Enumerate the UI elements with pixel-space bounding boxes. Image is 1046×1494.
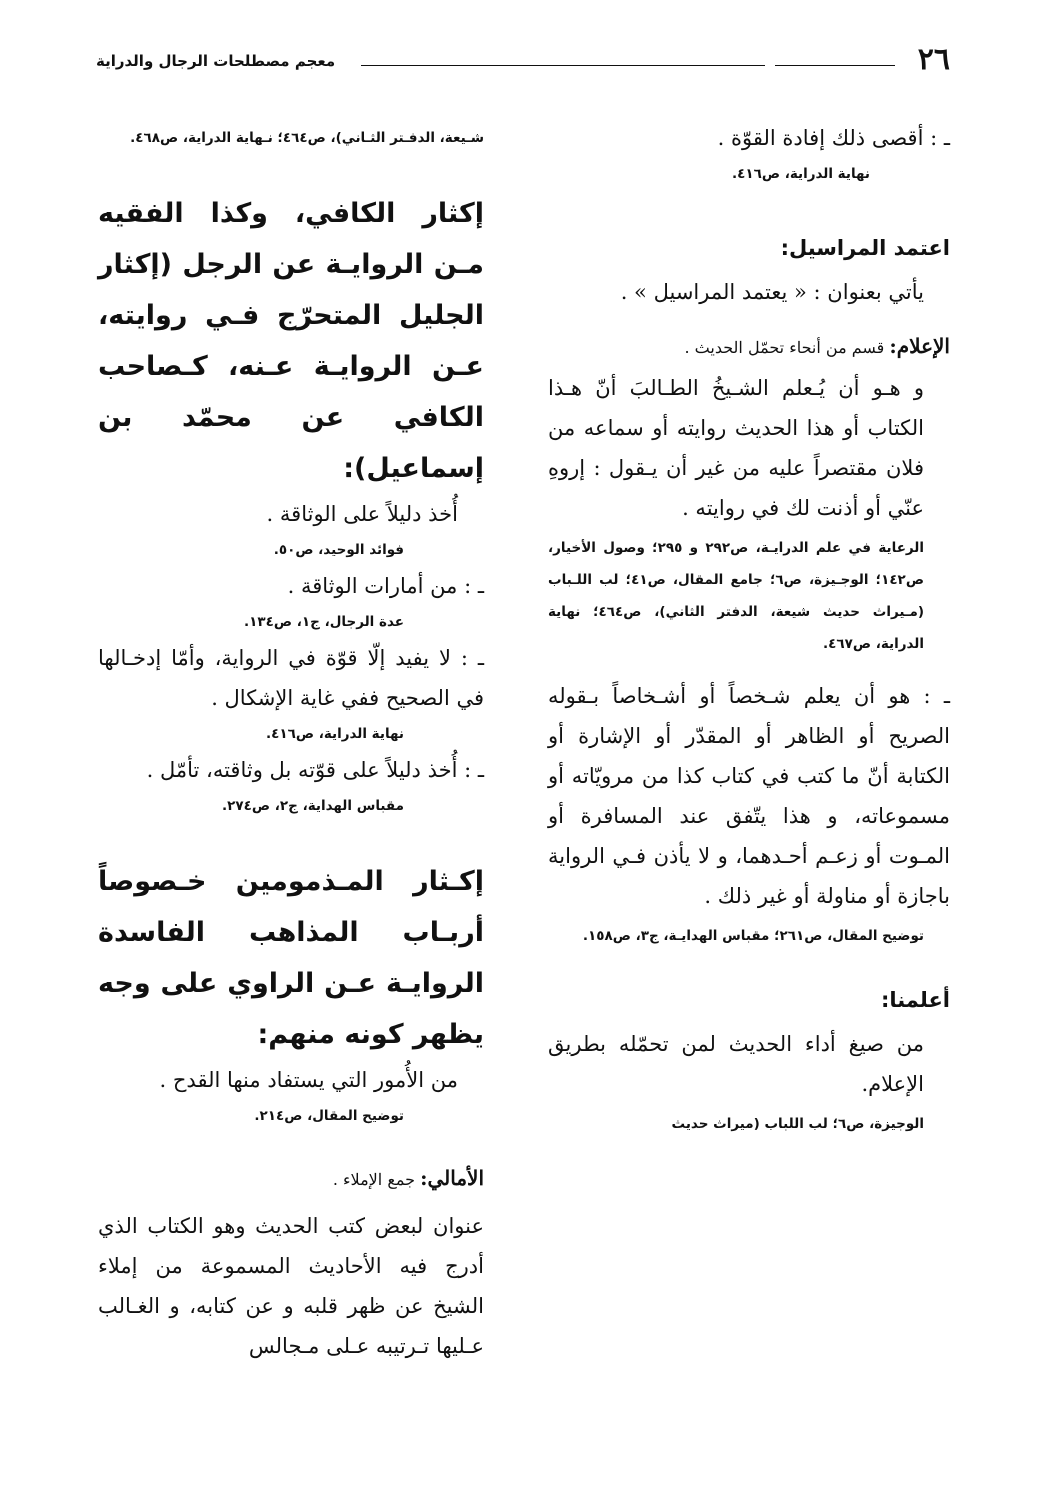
citation: الوجيزة، ص٦؛ لب اللباب (ميراث حديث (671, 1116, 924, 1132)
entry-text: من صيغ أداء الحديث لمن تحمّله بطريق الإعلام. (548, 1032, 924, 1096)
entry-text: و هـو أن يُـعلم الشـيخُ الطـالبَ أنّ هـذا الكتاب أو هذا الحديث روايته أو سماعه من فلان مقتصراً عليه من غير أن يـقول : إروهِ عنّي أو أذنت لك في روايته . (548, 376, 924, 520)
citation: نهاية الدراية، ص٤١٦. (265, 726, 404, 742)
citation: مقباس الهداية، ج٢، ص٢٧٤. (222, 798, 404, 814)
citation: توضيح المقال، ص٢١٤. (254, 1108, 404, 1124)
term-definition: جمع الإملاء . (332, 1170, 421, 1189)
term-heading: الإعلام: (889, 334, 950, 358)
entry-text: ـ : أقصى ذلك إفادة القوّة . (717, 126, 950, 150)
header-rule-right (775, 65, 895, 66)
entry-heading: أعلمنا: (880, 988, 950, 1012)
entry-text: ـ : أُخذ دليلاً على قوّته بل وثاقته، تأمّل . (146, 758, 484, 782)
citation: فوائد الوحيد، ص٥٠. (273, 542, 404, 558)
citation: توضيح المقال، ص٢٦١؛ مقباس الهدايـة، ج٣، ص١٥٨. (582, 928, 924, 944)
entry-text: أُخذ دليلاً على الوثاقة . (266, 502, 458, 526)
left-column (98, 118, 484, 1366)
page-header (96, 40, 950, 80)
citation: عدة الرجال، ج١، ص١٣٤. (244, 614, 404, 630)
citation: شـيعة، الدفـتر الثـاني)، ص٤٦٤؛ نـهاية الدراية، ص٤٦٨. (130, 130, 484, 146)
right-column (548, 118, 950, 1140)
term-line (98, 1158, 484, 1200)
spacer (548, 660, 950, 676)
entry-text: ـ : من أمارات الوثاقة . (287, 574, 484, 598)
entry-text: عنوان لبعض كتب الحديث وهو الكتاب الذي أدرج فيه الأحاديث المسموعة من إملاء الشيخ عن ظهر قلبه و عن كتابه، و الغـالب عـليها تـرتيبه عـلى مـجالس (98, 1214, 484, 1358)
term-definition: قسم من أنحاء تحمّل الحديث . (684, 338, 890, 357)
header-rule-left (361, 65, 765, 66)
term-line (548, 326, 950, 368)
citation: الرعاية في علم الدرايـة، ص٢٩٢ و ٢٩٥؛ وصول الأخيار، ص١٤٢؛ الوجـيزة، ص٦؛ جامع المقال، ص٤١؛ لب اللـباب (مـيراث حديث شيعة، الدفتر الثاني)، ص٤٦٤؛ نهاية الدراية، ص٤٦٧. (548, 540, 925, 652)
running-title: معجم مصطلحات الرجال والدراية (96, 52, 336, 70)
term-heading: الأمالي: (420, 1166, 484, 1190)
entry-text: ـ : هو أن يعلم شـخصاً أو أشـخاصاً بـقوله الصريح أو الظاهر أو المقدّر أو الإشارة أو الكتابة أنّ ما كتب في كتاب كذا من مرويّاته أو مسموعاته، و هذا يتّفق عند المسافرة أو المـوت أو زعـم أحـدهما، و لا يأذن فـي الرواية باجازة أو مناولة أو غير ذلك . (548, 684, 950, 908)
entry-text: ـ : لا يفيد إلّا قوّة في الرواية، وأمّا إدخـالها في الصحيح ففي غاية الإشكال . (98, 646, 484, 710)
entry-heading: إكـثار المـذمومين خـصوصاً أربـاب المذاهب الفاسدة الروايـة عـن الراوي على وجه يظهر كونه منهم: (98, 866, 484, 1050)
citation: نهاية الدراية، ص٤١٦. (731, 166, 870, 182)
entry-text: يأتي بعنوان : « يعتمد المراسيل » . (620, 280, 924, 304)
entry-text: من الأُمور التي يستفاد منها القدح . (159, 1068, 458, 1092)
page-number: ٢٦ (917, 42, 950, 77)
entry-heading: اعتمد المراسيل: (780, 236, 950, 260)
entry-heading: إكثار الكافي، وكذا الفقيه مـن الروايـة عن الرجل (إكثار الجليل المتحرّج فـي روايته، عـن الروايـة عـنه، كـصاحب الكافي عن محمّد بن إسماعيل): (98, 198, 484, 484)
